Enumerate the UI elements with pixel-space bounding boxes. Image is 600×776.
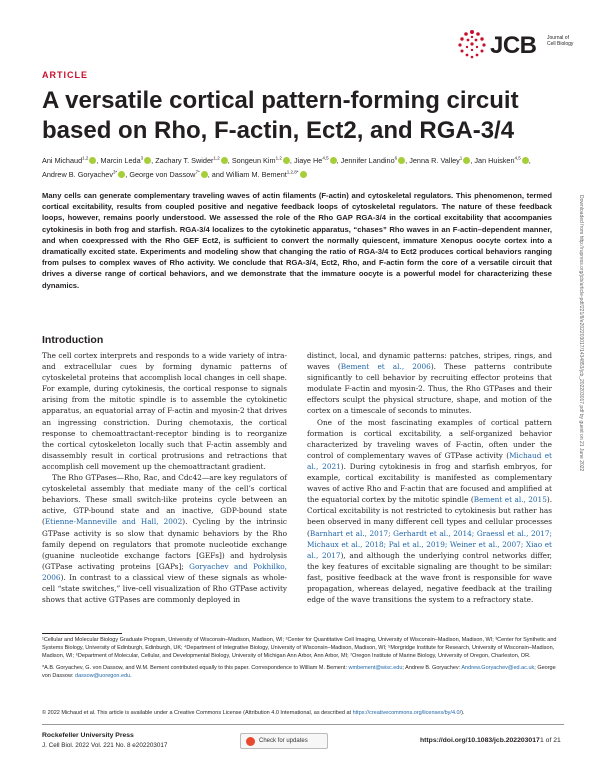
author[interactable]: Marcin Leda$^3$ , xyxy=(100,156,154,166)
author-name: Jennifer Landino xyxy=(340,156,395,166)
text-run: ). Cycling by the intrinsic GTPase activity is so slow that dynamic behaviors by the Rho family depend on regulators that promote nucleotide exchange (guanine nucleotide exchange factors [GEFs]) and hydrolysis (GTPase activating proteins [GAPs]; xyxy=(42,517,287,571)
paragraph xyxy=(42,472,287,605)
author-name: Marcin Leda xyxy=(100,156,141,166)
email-link[interactable]: Andrew.Goryachev@ed.ac.uk xyxy=(461,664,535,671)
orcid-icon[interactable] xyxy=(201,171,208,178)
text-run: ; Andrew B. Goryachev: xyxy=(402,664,462,671)
author-affiliation: 1 xyxy=(459,156,463,161)
author[interactable]: Songeun Kim$^{1,2}$ , xyxy=(231,156,292,166)
orcid-icon[interactable] xyxy=(283,157,290,164)
author-affiliation: 1,2 xyxy=(275,156,282,161)
journal-citation: J. Cell Biol. 2022 Vol. 221 No. 8 e202203017 xyxy=(42,742,168,749)
author-name: Jan Huisken xyxy=(474,156,515,166)
check-for-updates-button[interactable] xyxy=(240,733,328,749)
orcid-icon[interactable] xyxy=(89,157,96,164)
body-column-right xyxy=(307,350,552,605)
author-name: Ani Michaud xyxy=(42,156,83,166)
orcid-icon[interactable] xyxy=(522,157,529,164)
author-name: Andrew B. Goryachev xyxy=(42,169,113,179)
text-run: *A.B. Goryachev, G. von Dassow, and W.M. Bement contributed equally to this paper. Correspondence to William M. Bement: xyxy=(42,664,349,671)
text-run: ; George von Dassow: xyxy=(42,664,556,679)
paragraph xyxy=(307,417,552,606)
correspondence xyxy=(42,664,564,680)
text-run: ), and although the underlying control networks differ, the key features of excitable signaling are thought to be similar: fast, positive feedback at the wave front is responsible for wave propagation, whereas delayed, negative feedback at the trailing edge of the wave transitions the system to a refractory state. xyxy=(307,550,552,605)
text-run: The Rho GTPases—Rho, Rac, and Cdc42—are key regulators of cytoskeletal assembly that mediate many of the cell’s cortical behaviors. These small switch-like proteins cycle between an active, GTP-bound state and an inactive, GDP-bound state ( xyxy=(42,473,287,527)
text-run: One of the most fascinating examples of cortical pattern formation is cortical excitability, a self-organized behavior characterized by traveling waves of F-actin, often under the control of complementary waves of GTPase activity ( xyxy=(307,417,552,460)
jcb-subtitle: Journal of Cell Biology xyxy=(547,35,574,47)
author-affiliation: 6 xyxy=(394,156,398,161)
citation-link[interactable]: Goryachev and Pokhilko, 2006 xyxy=(42,561,287,582)
author-affiliation: 4,5 xyxy=(322,156,329,161)
author-affiliation: 7* xyxy=(195,169,200,175)
author-affiliation: 1,2 xyxy=(213,156,220,161)
author-affiliation: 3 xyxy=(140,156,144,161)
text-run: ). Cortical excitability is not restricted to cytokinesis but rather has been observed in many different cell types and cellular processes ( xyxy=(307,495,553,538)
orcid-icon[interactable] xyxy=(144,157,151,164)
author[interactable]: Zachary T. Swider$^{1,2}$ , xyxy=(155,156,230,166)
author-affiliation: 4,5 xyxy=(514,156,521,161)
email-link[interactable]: dassow@uoregon.edu xyxy=(75,672,131,679)
section-heading-introduction: Introduction xyxy=(42,334,104,346)
article-title: A versatile cortical pattern-forming circuit based on Rho, F-actin, Ect2, and RGA-3/4 xyxy=(42,87,519,144)
author[interactable]: Ani Michaud$^{1,2}$ , xyxy=(42,156,99,166)
citation-link[interactable]: Michaud et al., 2021 xyxy=(307,450,552,471)
jcb-wordmark: JCB xyxy=(490,32,537,59)
author-list xyxy=(42,153,564,180)
article-type: ARTICLE xyxy=(42,70,88,80)
text-run: © 2022 Michaud et al. This article is available under a Creative Commons License (Attribution 4.0 International, as described at xyxy=(42,710,353,716)
orcid-icon[interactable] xyxy=(463,157,470,164)
text-run: . xyxy=(130,672,132,679)
download-note xyxy=(576,195,586,535)
affiliations: ¹Cellular and Molecular Biology Graduate Program, University of Wisconsin–Madison, Madison, WI; ²Center for Quantitative Cell Imaging, University of Wisconsin–Madison, Madison, WI; ³Center for Synthetic and Systems Biology, University of Edinburgh, Edinburgh, UK; ⁴Department of Integrative Biology, University of Wisconsin–Madison, Madison, WI; ⁵Morgridge Institute for Research, University of Wisconsin–Madison, Madison, WI; ⁶Department of Molecular, Cellular, and Developmental Biology, University of Michigan Ann Arbor, Ann Arbor, MI; ⁷Oregon Institute of Marine Biology, University of Oregon, Charleston, OR. xyxy=(42,637,557,660)
orcid-icon[interactable] xyxy=(398,157,405,164)
footnotes xyxy=(42,636,564,683)
author[interactable] xyxy=(212,170,307,179)
citation-link[interactable]: Bement et al., 2015 xyxy=(473,495,547,505)
text-run: ). xyxy=(461,710,465,716)
license-link[interactable]: https://creativecommons.org/licenses/by/4.0/ xyxy=(352,710,462,716)
jcb-dots-icon xyxy=(456,28,488,60)
author[interactable]: Andrew B. Goryachev$^{3*}$ , xyxy=(42,169,128,179)
author[interactable]: Jiaye He$^{4,5}$ , xyxy=(293,156,339,166)
citation-link[interactable]: Barnhart et al., 2017; Gerhardt et al., 2014; Graessl et al., 2017; Michaux et al., 2018; Pal et al., 2019; Weiner et al., 2007; Xiao et al., 2017 xyxy=(307,528,552,560)
author-name: Jiaye He xyxy=(293,156,323,166)
author-name: Zachary T. Swider xyxy=(155,156,214,166)
citation-link[interactable]: Etienne-Manneville and Hall, 2002 xyxy=(44,517,183,527)
body-column-left xyxy=(42,350,287,605)
author-affiliation: 1,2,8* xyxy=(286,169,299,175)
orcid-icon[interactable] xyxy=(221,157,228,164)
author[interactable]: Jan Huisken$^{4,5}$ , xyxy=(474,156,531,166)
crossmark-icon xyxy=(246,737,255,746)
abstract: Many cells can generate complementary traveling waves of actin filaments (F-actin) and cytoskeletal regulators. This phenomenon, termed cortical excitability, results from coupled positive and negative feedback loops of cytoskeletal regulators. The nature of these feedback loops, however, remains poorly understood. We assessed the role of the Rho GAP RGA-3/4 in the cortical excitability that accompanies cytokinesis in both frog and starfish. RGA-3/4 localizes to the cytokinetic apparatus, “chases” Rho waves in an F-actin–dependent manner, and when coexpressed with the Rho GEF Ect2, is sufficient to convert the normally quiescent, immature Xenopus oocyte cortex into a dramatically excited state. Experiments and modeling show that changing the ratio of RGA-3/4 to Ect2 produces cortical behaviors ranging from pulses to complex waves of Rho activity. We conclude that RGA-3/4, Ect2, Rho, and F-actin form the core of a versatile circuit that drives a diverse range of cortical behaviors, and we demonstrate that the immature oocyte is a powerful model for characterizing these dynamics. xyxy=(42,191,552,290)
author-name: Songeun Kim xyxy=(231,156,276,166)
author-name: George von Dassow xyxy=(129,169,196,179)
journal-logo xyxy=(456,26,574,66)
orcid-icon[interactable] xyxy=(118,171,125,178)
text-run: ). These patterns contribute significantly to cell behavior by recruiting effector proteins that modulate F-actin and myosin-2. Thus, the Rho GTPases and their effectors sculpt the physical structure, shape, and motion of the cortex on a timescale of seconds to minutes. xyxy=(307,362,553,416)
author-name: and William M. Bement xyxy=(211,169,287,179)
author-affiliation: 3* xyxy=(112,169,118,175)
email-link[interactable]: wmbement@wisc.edu xyxy=(348,664,403,671)
text-run: ). In contrast to a classical view of these signals as whole-cell “state switches,” live-cell visualization of Rho GTPase activity shows that active GTPases are commonly deployed in xyxy=(42,572,287,605)
download-note-text: Downloaded from http://rupress.org/jcb/article-pdf/221/8/e202203017/1434853/jcb_202203017.pdf by guest on 21 June 2022 xyxy=(578,195,584,472)
citation-link[interactable]: Bement et al., 2006 xyxy=(340,362,431,372)
author[interactable]: George von Dassow$^{7*}$ , xyxy=(129,169,210,179)
footer-divider xyxy=(42,724,564,725)
orcid-icon[interactable] xyxy=(300,171,307,178)
paragraph xyxy=(307,350,552,417)
page-number: 1 of 21 xyxy=(540,737,561,744)
orcid-icon[interactable] xyxy=(330,157,337,164)
check-for-updates-label: Check for updates xyxy=(259,738,308,744)
publisher-name: Rockefeller University Press xyxy=(42,732,134,739)
footnote-divider xyxy=(42,633,122,634)
license-statement xyxy=(42,710,564,716)
author-affiliation: 1,2 xyxy=(82,156,89,161)
doi-link[interactable]: https://doi.org/10.1083/jcb.202203017 xyxy=(420,737,540,744)
author-name: Jenna R. Valley xyxy=(409,156,460,166)
author[interactable]: Jennifer Landino$^6$ , xyxy=(340,156,408,166)
author[interactable]: Jenna R. Valley$^1$ , xyxy=(409,156,473,166)
paragraph: The cell cortex interprets and responds to a wide variety of intra- and extracellular cues by forming dynamic patterns of cytoskeletal proteins that accomplish local changes in cell shape. For example, during cytokinesis, the cortical response to signals arising from the mitotic spindle is to assemble the cytokinetic apparatus, an equatorial array of F-actin and myosin-2 that drives an ingressing constriction. During chemotaxis, the cortical response to chemoattractant-receptor binding is to reorganize the cortical cytoskeleton locally such that F-actin assembly and disassembly result in cortical protrusions and retractions that accomplish cell movement up the chemoattractant gradient. xyxy=(42,351,287,471)
text-run: distinct, local, and dynamic patterns: patches, stripes, rings, and waves ( xyxy=(307,351,552,372)
text-run: ). During cytokinesis in frog and starfish embryos, for example, cortical excitability is manifested as complementary waves of active Rho and F-actin that are focused and amplified at the equatorial cortex by the mitotic spindle ( xyxy=(307,461,552,505)
